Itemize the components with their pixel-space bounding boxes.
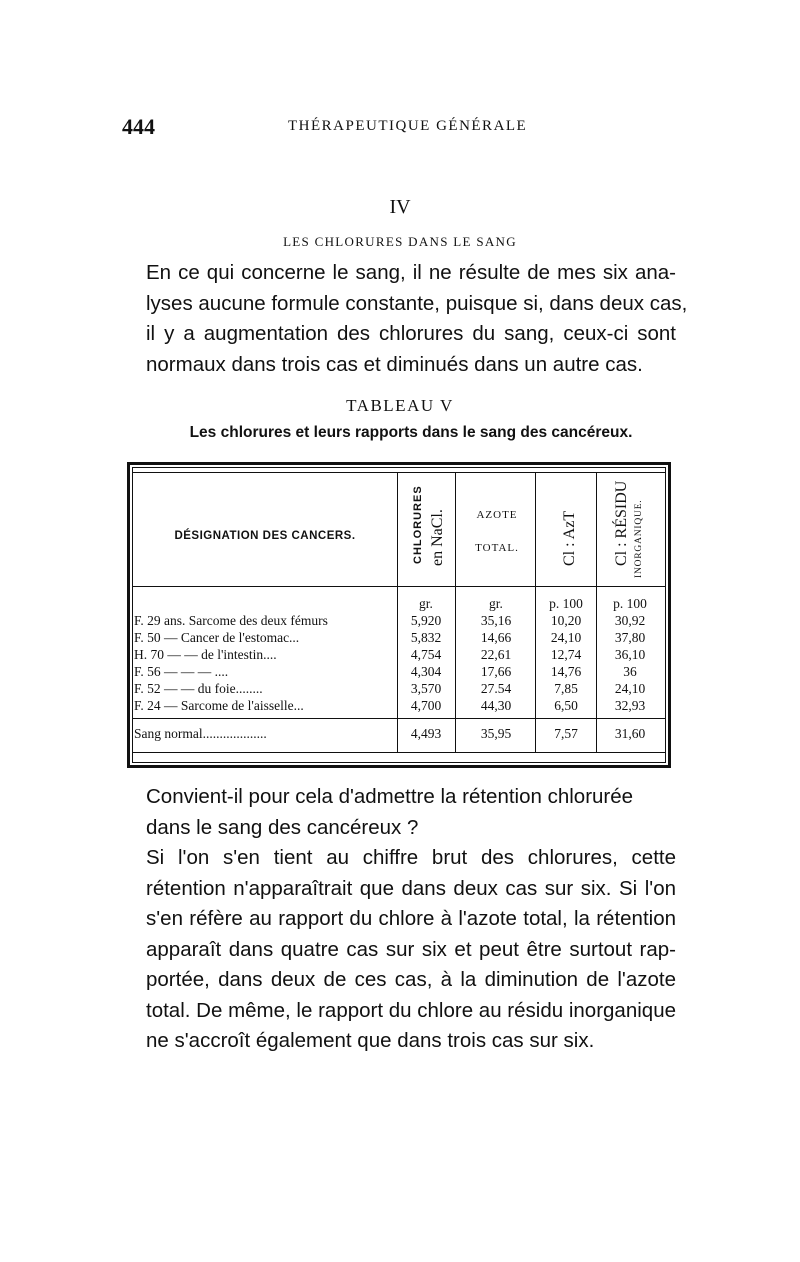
row-cl-azt: 7,85 <box>554 681 578 696</box>
text-line: lyses aucune formule constante, puisque si, dans deux cas, <box>146 291 688 315</box>
row-designation: F. 29 ans. Sarcome des deux fémurs <box>134 613 328 628</box>
unit-chlorures: gr. <box>419 596 433 611</box>
row-residu: 37,80 <box>614 630 646 645</box>
unit-residu: p. 100 <box>613 596 647 611</box>
text-line: Si l'on s'en tient au chiffre brut des chlorures, cette <box>146 846 676 869</box>
normal-azote: 35,95 <box>480 726 512 741</box>
text-line: apparaît dans quatre cas sur six et peut être surtout rap- <box>146 937 676 961</box>
row-residu: 24,10 <box>614 681 646 696</box>
header-bottom-rule <box>132 586 666 587</box>
normal-chlorures: 4,493 <box>410 726 442 741</box>
text-line: il y a augmentation des chlorures du sang, ceux-ci sont <box>146 322 676 345</box>
header-cl-azt: Cl : AzT <box>561 510 578 566</box>
row-azote: 27.54 <box>480 681 512 696</box>
row-designation: F. 24 — Sarcome de l'aisselle... <box>134 698 304 713</box>
row-chlorures: 5,920 <box>410 613 442 628</box>
text-line: portée, dans deux de ces cas, à la diminution de l'azote <box>146 968 676 991</box>
section-title: LES CHLORURES DANS LE SANG <box>283 234 517 249</box>
row-chlorures: 5,832 <box>410 630 442 645</box>
row-cl-azt: 12,74 <box>550 647 582 662</box>
row-chlorures: 4,700 <box>410 698 442 713</box>
row-chlorures: 3,570 <box>410 681 442 696</box>
header-designation: DÉSIGNATION DES CANCERS. <box>174 530 356 542</box>
table-bottom-rule <box>132 752 666 753</box>
text-line: En ce qui concerne le sang, il ne résulte de mes six ana- <box>146 261 676 284</box>
header-inorganique: INORGANIQUE. <box>634 499 644 578</box>
row-azote: 35,16 <box>480 613 512 628</box>
row-cl-azt: 24,10 <box>550 630 582 645</box>
row-cl-azt: 6,50 <box>554 698 578 713</box>
header-azote: AZOTE <box>476 509 518 521</box>
unit-cl-azt: p. 100 <box>549 596 583 611</box>
text-line: Convient-il pour cela d'admettre la rétention chlorurée <box>146 785 634 808</box>
row-cl-azt: 10,20 <box>550 613 582 628</box>
normal-row-rule <box>132 718 666 719</box>
normal-cl-azt: 7,57 <box>554 726 578 741</box>
row-residu: 36,10 <box>614 647 646 662</box>
paragraph-discussion <box>146 782 676 1057</box>
header-chlorures: CHLORURES <box>412 485 424 564</box>
header-top-rule <box>132 472 666 473</box>
row-residu: 36 <box>623 664 637 679</box>
text-line: normaux dans trois cas et diminués dans un autre cas. <box>146 352 643 376</box>
column-rule <box>455 472 456 752</box>
text-line: total. De même, le rapport du chlore au résidu inorganique <box>146 998 676 1022</box>
header-chlorures-unit: en NaCl. <box>429 509 446 566</box>
data-table <box>127 462 671 768</box>
row-azote: 17,66 <box>480 664 512 679</box>
row-designation: H. 70 — — de l'intestin.... <box>134 647 277 662</box>
table-title: TABLEAU V <box>346 396 454 415</box>
row-designation: F. 56 — — — .... <box>134 664 229 679</box>
text-line: ne s'accroît également que dans trois cas sur six. <box>146 1029 595 1052</box>
header-azote-total: TOTAL. <box>475 542 519 554</box>
text-line: s'en réfère au rapport du chlore à l'azote total, la rétention <box>146 907 676 930</box>
normal-residu: 31,60 <box>614 726 646 741</box>
section-number: IV <box>389 196 411 218</box>
header-cl-residu: Cl : RÉSIDU <box>613 480 630 566</box>
running-title: THÉRAPEUTIQUE GÉNÉRALE <box>288 118 528 134</box>
row-designation: F. 50 — Cancer de l'estomac... <box>134 630 300 645</box>
row-chlorures: 4,304 <box>410 664 442 679</box>
row-azote: 14,66 <box>480 630 512 645</box>
normal-designation: Sang normal................... <box>134 726 267 741</box>
row-azote: 44,30 <box>480 698 512 713</box>
text-line: rétention n'apparaîtrait que dans deux cas sur six. Si l'on <box>146 876 676 900</box>
row-cl-azt: 14,76 <box>550 664 582 679</box>
row-residu: 32,93 <box>614 698 646 713</box>
row-residu: 30,92 <box>614 613 646 628</box>
row-designation: F. 52 — — du foie........ <box>134 681 263 696</box>
unit-azote: gr. <box>489 596 503 611</box>
page-number: 444 <box>122 114 155 139</box>
row-chlorures: 4,754 <box>410 647 442 662</box>
paragraph-intro <box>146 258 688 380</box>
text-line: dans le sang des cancéreux ? <box>146 815 419 839</box>
table-caption: Les chlorures et leurs rapports dans le sang des cancéreux. <box>189 424 633 441</box>
column-rule <box>596 472 597 752</box>
row-azote: 22,61 <box>480 647 512 662</box>
